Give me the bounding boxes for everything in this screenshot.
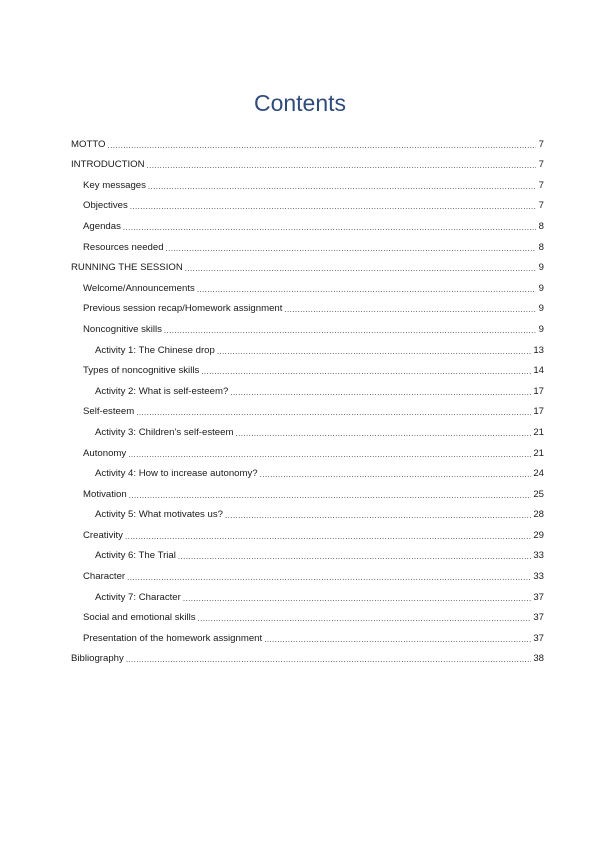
toc-entry[interactable] bbox=[71, 418, 544, 439]
toc-entry-label[interactable]: Activity 3: Children’s self-esteem bbox=[95, 426, 234, 438]
toc-entry[interactable] bbox=[71, 521, 544, 542]
toc-dot-leader bbox=[128, 449, 531, 460]
toc-entry-page-number[interactable]: 7 bbox=[538, 200, 544, 212]
toc-dot-leader bbox=[235, 428, 531, 439]
toc-entry-label[interactable]: Agendas bbox=[83, 220, 121, 232]
toc-entry[interactable] bbox=[71, 274, 544, 295]
toc-dot-leader bbox=[260, 469, 532, 480]
toc-entry[interactable] bbox=[71, 480, 544, 501]
toc-entry[interactable] bbox=[71, 398, 544, 419]
toc-entry-label[interactable]: Self-esteem bbox=[83, 406, 135, 418]
toc-entry-label[interactable]: INTRODUCTION bbox=[71, 159, 145, 171]
toc-entry-label[interactable]: Objectives bbox=[83, 200, 128, 212]
toc-dot-leader bbox=[185, 263, 536, 274]
toc-entry-label[interactable]: Welcome/Announcements bbox=[83, 282, 195, 294]
toc-dot-leader bbox=[183, 593, 531, 604]
toc-entry-label[interactable]: Motivation bbox=[83, 488, 127, 500]
toc-entry-label[interactable]: Activity 4: How to increase autonomy? bbox=[95, 468, 258, 480]
toc-entry[interactable] bbox=[71, 336, 544, 357]
toc-entry[interactable] bbox=[71, 295, 544, 316]
toc-dot-leader bbox=[126, 654, 532, 665]
toc-dot-leader bbox=[284, 304, 536, 315]
toc-entry-page-number[interactable]: 25 bbox=[533, 488, 544, 500]
toc-entry-label[interactable]: Character bbox=[83, 571, 126, 583]
toc-entry-label[interactable]: Bibliography bbox=[71, 653, 124, 665]
toc-entry-page-number[interactable]: 9 bbox=[538, 282, 544, 294]
toc-dot-leader bbox=[123, 222, 536, 233]
toc-entry[interactable] bbox=[71, 192, 544, 213]
page-title: Contents bbox=[253, 90, 347, 116]
toc-entry-page-number[interactable]: 14 bbox=[533, 365, 544, 377]
toc-dot-leader bbox=[147, 160, 536, 171]
toc-entry-page-number[interactable]: 13 bbox=[533, 344, 544, 356]
toc-entry-page-number[interactable]: 7 bbox=[538, 179, 544, 191]
toc-dot-leader bbox=[130, 201, 536, 212]
toc-entry[interactable] bbox=[71, 604, 544, 625]
toc-entry-page-number[interactable]: 24 bbox=[533, 468, 544, 480]
toc-entry[interactable] bbox=[71, 377, 544, 398]
toc-entry[interactable] bbox=[71, 130, 544, 151]
toc-entry-label[interactable]: Noncognitive skills bbox=[83, 323, 162, 335]
toc-entry-page-number[interactable]: 37 bbox=[533, 632, 544, 644]
toc-dot-leader bbox=[107, 140, 536, 151]
toc-dot-leader bbox=[129, 490, 532, 501]
toc-entry-label[interactable]: Activity 2: What is self-esteem? bbox=[95, 385, 229, 397]
toc-entry-page-number[interactable]: 33 bbox=[533, 550, 544, 562]
toc-entry-label[interactable]: MOTTO bbox=[71, 138, 106, 150]
toc-dot-leader bbox=[125, 531, 531, 542]
toc-entry[interactable] bbox=[71, 254, 544, 275]
toc-entry[interactable] bbox=[71, 542, 544, 563]
toc-dot-leader bbox=[230, 387, 531, 398]
toc-entry[interactable] bbox=[71, 151, 544, 172]
toc-entry-page-number[interactable]: 21 bbox=[533, 426, 544, 438]
toc-entry[interactable] bbox=[71, 233, 544, 254]
toc-entry-page-number[interactable]: 7 bbox=[538, 159, 544, 171]
toc-entry-page-number[interactable]: 8 bbox=[538, 220, 544, 232]
toc-dot-leader bbox=[178, 551, 531, 562]
toc-entry-page-number[interactable]: 37 bbox=[533, 591, 544, 603]
toc-entry-page-number[interactable]: 9 bbox=[538, 262, 544, 274]
toc-entry[interactable] bbox=[71, 212, 544, 233]
toc-entry-page-number[interactable]: 28 bbox=[533, 509, 544, 521]
toc-entry[interactable] bbox=[71, 439, 544, 460]
toc-entry-page-number[interactable]: 8 bbox=[538, 241, 544, 253]
toc-dot-leader bbox=[198, 613, 532, 624]
toc-entry[interactable] bbox=[71, 171, 544, 192]
toc-dot-leader bbox=[136, 407, 531, 418]
toc-entry[interactable] bbox=[71, 562, 544, 583]
toc-entry-page-number[interactable]: 9 bbox=[538, 303, 544, 315]
toc-entry[interactable] bbox=[71, 460, 544, 481]
toc-entry-page-number[interactable]: 38 bbox=[533, 653, 544, 665]
toc-entry-label[interactable]: Social and emotional skills bbox=[83, 612, 196, 624]
toc-entry-label[interactable]: Presentation of the homework assignment bbox=[83, 632, 263, 644]
toc-entry[interactable] bbox=[71, 583, 544, 604]
toc-dot-leader bbox=[197, 284, 536, 295]
toc-dot-leader bbox=[166, 243, 536, 254]
table-of-contents bbox=[71, 130, 544, 665]
toc-entry-page-number[interactable]: 29 bbox=[533, 529, 544, 541]
toc-entry[interactable] bbox=[71, 501, 544, 522]
toc-entry[interactable] bbox=[71, 357, 544, 378]
toc-dot-leader bbox=[127, 572, 531, 583]
toc-entry-label[interactable]: Autonomy bbox=[83, 447, 127, 459]
toc-entry-label[interactable]: Resources needed bbox=[83, 241, 164, 253]
toc-entry-label[interactable]: Key messages bbox=[83, 179, 146, 191]
toc-entry-page-number[interactable]: 7 bbox=[538, 138, 544, 150]
toc-entry-page-number[interactable]: 37 bbox=[533, 612, 544, 624]
toc-entry-label[interactable]: Activity 7: Character bbox=[95, 591, 181, 603]
toc-entry[interactable] bbox=[71, 315, 544, 336]
toc-entry[interactable] bbox=[71, 645, 544, 666]
toc-entry[interactable] bbox=[71, 624, 544, 645]
toc-entry-page-number[interactable]: 9 bbox=[538, 323, 544, 335]
toc-entry-label[interactable]: RUNNING THE SESSION bbox=[71, 262, 183, 274]
toc-entry-label[interactable]: Creativity bbox=[83, 529, 123, 541]
toc-entry-label[interactable]: Previous session recap/Homework assignment bbox=[83, 303, 283, 315]
toc-entry-label[interactable]: Activity 1: The Chinese drop bbox=[95, 344, 215, 356]
toc-entry-label[interactable]: Activity 6: The Trial bbox=[95, 550, 176, 562]
toc-entry-label[interactable]: Activity 5: What motivates us? bbox=[95, 509, 223, 521]
toc-entry-page-number[interactable]: 17 bbox=[533, 385, 544, 397]
toc-dot-leader bbox=[264, 634, 531, 645]
toc-entry-page-number[interactable]: 17 bbox=[533, 406, 544, 418]
toc-dot-leader bbox=[201, 366, 531, 377]
toc-dot-leader bbox=[217, 346, 532, 357]
toc-dot-leader bbox=[225, 510, 531, 521]
toc-entry-label[interactable]: Types of noncognitive skills bbox=[83, 365, 200, 377]
toc-dot-leader bbox=[164, 325, 536, 336]
toc-dot-leader bbox=[148, 181, 536, 192]
toc-entry-page-number[interactable]: 33 bbox=[533, 571, 544, 583]
toc-entry-page-number[interactable]: 21 bbox=[533, 447, 544, 459]
